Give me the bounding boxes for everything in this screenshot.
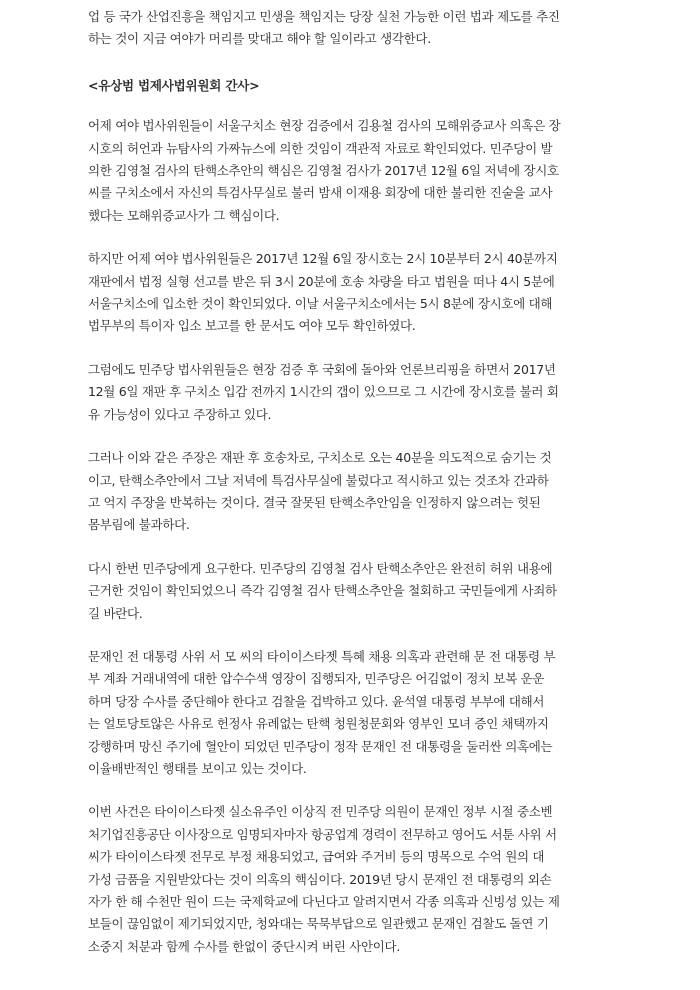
- body-paragraph-6: [88, 646, 616, 780]
- text-line: 어제 여야 법사위원들이 서울구치소 현장 검증에서 김용철 검사의 모해위증교사 의혹은 장: [88, 118, 561, 134]
- text-line: 재판에서 법정 실형 선고를 받은 뒤 3시 20분에 호송 차량을 타고 법원을 떠나 4시 5분에: [88, 273, 555, 289]
- text-line: 길 바란다.: [88, 605, 143, 621]
- spacer: [88, 227, 616, 248]
- spacer: [88, 51, 616, 75]
- spacer: [88, 426, 616, 447]
- spacer: [88, 537, 616, 558]
- text-line: 소중지 처분과 함께 수사를 한없이 중단시켜 버린 사안이다.: [88, 938, 400, 954]
- spacer: [88, 97, 616, 115]
- text-line: 하지만 어제 여야 법사위원들은 2017년 12월 6일 장시호는 2시 10분부터 2시 40분까지: [88, 251, 558, 267]
- body-paragraph-3: [88, 359, 616, 426]
- section-heading: <유상범 법제사법위원회 간사>: [88, 77, 260, 93]
- text-line: 서울구치소에 입소한 것이 확인되었다. 이날 서울구치소에서는 5시 8분에 장시호에 대해: [88, 296, 553, 312]
- text-line: 이율배반적인 행태를 보이고 있는 것이다.: [88, 760, 307, 776]
- body-paragraph-5: [88, 558, 616, 625]
- text-line: 씨가 타이이스타젯 전무로 부정 채용되었고, 급여와 주거비 등의 명목으로 수억 원의 대: [88, 849, 545, 865]
- text-line: 부 계좌 거래내역에 대한 압수수색 영장이 집행되자, 민주당은 어김없이 정치 보복 운운: [88, 671, 545, 687]
- text-line: 자가 한 해 수천만 원이 드는 국제학교에 다닌다고 알려지면서 각종 의혹과 신빙성 있는 제: [88, 894, 560, 909]
- text-line: 처기업진흥공단 이사장으로 임명되자마자 항공업계 경력이 전무하고 영어도 서툰 사위 서: [88, 826, 557, 842]
- text-line: 몸부림에 불과하다.: [88, 517, 190, 533]
- document-page: [88, 0, 616, 958]
- spacer: [88, 625, 616, 646]
- body-paragraph-2: [88, 248, 616, 338]
- text-line: 하는 것이 지금 여야가 머리를 맞대고 해야 할 일이라고 생각한다.: [88, 31, 431, 47]
- text-line: 근거한 것임이 확인되었으니 즉각 김영철 검사 탄핵소추안을 철회하고 국민들에게 사죄하: [88, 583, 557, 599]
- text-line: 이번 사건은 타이이스타젯 실소유주인 이상직 전 민주당 의원이 문재인 정부 시절 중소벤: [88, 804, 553, 820]
- text-line: 문재인 전 대통령 사위 서 모 씨의 타이이스타젯 특혜 채용 의혹과 관련해 문 전 대통령 부: [88, 648, 556, 664]
- text-line: 그럼에도 민주당 법사위원들은 현장 검증 후 국회에 돌아와 언론브리핑을 하면서 2017년: [88, 361, 556, 377]
- text-line: 가성 금품을 지원받았다는 것이 의혹의 핵심이다. 2019년 당시 문재인 전 대통령의 외손: [88, 871, 552, 887]
- text-line: 시호의 허언과 뉴탐사의 가짜뉴스에 의한 것임이 객관적 자료로 확인되었다. 민주당이 발: [88, 140, 553, 156]
- text-line: 보들이 끊임없이 제기되었지만, 청와대는 묵묵부답으로 일관했고 문재인 검찰도 돌연 기: [88, 916, 549, 932]
- spacer: [88, 780, 616, 801]
- text-line: 업 등 국가 산업진흥을 책임지고 민생을 책임지는 당장 실천 가능한 이런 법과 제도를 추진: [88, 9, 560, 24]
- spacer: [88, 338, 616, 359]
- text-line: 강행하며 망신 주기에 혈안이 되었던 민주당이 정작 문재인 전 대통령을 둘러싼 의혹에는: [88, 738, 553, 754]
- text-line: 는 얼토당토않은 사유로 헌정사 유례없는 탄핵 청원청문회와 영부인 모녀 증인 채택까지: [88, 716, 549, 732]
- text-line: 의한 김영철 검사의 탄핵소추안의 핵심은 김영철 검사가 2017년 12월 6일 저녁에 장시호: [88, 163, 559, 179]
- text-line: 고 억지 주장을 반복하는 것이다. 결국 잘못된 탄핵소추안임을 인정하지 않으려는 헛된: [88, 494, 541, 510]
- text-line: 씨를 구치소에서 자신의 특검사무실로 불러 밤새 이재용 회장에 대한 불리한 진술을 교사: [88, 185, 553, 201]
- text-line: 하며 당장 수사를 중단해야 한다고 검찰을 겁박하고 있다. 윤석열 대통령 부부에 대해서: [88, 693, 545, 709]
- text-line: 그러나 이와 같은 주장은 재판 후 호송차로, 구치소로 오는 40분을 의도적으로 숨기는 것: [88, 450, 552, 466]
- text-line: 12월 6일 재판 후 구치소 입감 전까지 1시간의 갭이 있으므로 그 시간에 장시호를 불러 회: [88, 384, 559, 400]
- text-line: 이고, 탄핵소추안에서 그날 저녁에 특검사무실에 불렀다고 적시하고 있는 것조차 간과하: [88, 472, 549, 488]
- text-line: 유 가능성이 있다고 주장하고 있다.: [88, 406, 272, 422]
- text-line: 다시 한번 민주당에게 요구한다. 민주당의 김영철 검사 탄핵소추안은 완전히 허위 내용에: [88, 560, 553, 576]
- text-line: 했다는 모해위증교사가 그 핵심이다.: [88, 207, 280, 223]
- body-paragraph-4: [88, 447, 616, 537]
- text-line: 법무부의 특이자 입소 보고를 한 문서도 여야 모두 확인하였다.: [88, 318, 416, 334]
- body-paragraph-1: [88, 115, 616, 227]
- body-paragraph-7: [88, 801, 616, 958]
- intro-paragraph: [88, 6, 616, 51]
